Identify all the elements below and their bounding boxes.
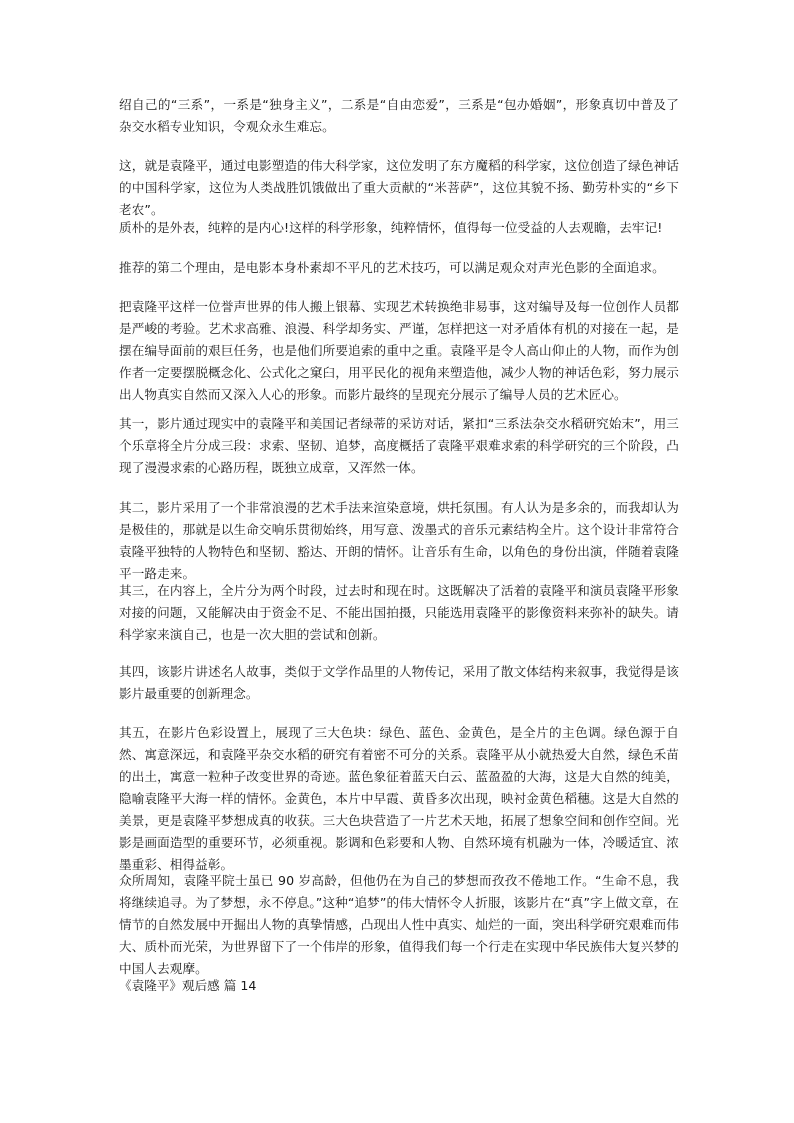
paragraph-6: 其一，影片通过现实中的袁隆平和美国记者绿蒂的采访对话，紧扣“三系法杂交水稻研究始末”，用三个乐章将全片分成三段：求索、坚韧、追梦，高度概括了袁隆平艰难求索的科学研究的三个阶段，凸现了漫漫求索的心路历程，既独立成章，又浑然一体。: [119, 416, 679, 475]
section-title: 《袁隆平》观后感 篇 14: [119, 978, 257, 993]
paragraph-5: 把袁隆平这样一位誉声世界的伟人搬上银幕、实现艺术转换绝非易事，这对编导及每一位创作人员都是严峻的考验。艺术求高雅、浪漫、科学却务实、严谨，怎样把这一对矛盾体有机的对接在一起，是摆在编导面前的艰巨任务，也是他们所要追索的重中之重。袁隆平是令人高山仰止的人物，而作为创作者一定要摆脱概念化、公式化之窠臼，用平民化的视角来塑造他，减少人物的神话色彩，努力展示出人物真实自然而又深入人心的形象。而影片最终的呈现充分展示了编导人员的艺术匠心。: [119, 299, 679, 402]
paragraph-2: 这，就是袁隆平，通过电影塑造的伟大科学家，这位发明了东方魔稻的科学家，这位创造了绿色神话的中国科学家，这位为人类战胜饥饿做出了重大贡献的“米菩萨”，这位其貌不扬、勤劳朴实的“乡下老农”。: [119, 158, 679, 217]
paragraph-10: 其五，在影片色彩设置上，展现了三大色块：绿色、蓝色、金黄色，是全片的主色调。绿色源于自然、寓意深远，和袁隆平杂交水稻的研究有着密不可分的关系。袁隆平从小就热爱大自然，绿色禾苗的出土，寓意一粒种子改变世界的奇迹。蓝色象征着蓝天白云、蓝盈盈的大海，这是大自然的纯美，隐喻袁隆平大海一样的情怀。金黄色，本片中早霞、黄昏多次出现，映衬金黄色稻穗。这是大自然的美景，更是袁隆平梦想成真的收获。三大色块营造了一片艺术天地，拓展了想象空间和创作空间。光影是画面造型的重要环节，必须重视。影调和色彩要和人物、自然环境有机融为一体，冷暖适宜、浓墨重彩、相得益彰。: [119, 725, 679, 872]
paragraph-4: 推荐的第二个理由，是电影本身朴素却不平凡的艺术技巧，可以满足观众对声光色影的全面追求。: [119, 260, 665, 275]
paragraph-9: 其四，该影片讲述名人故事，类似于文学作品里的人物传记，采用了散文体结构来叙事，我觉得是该影片最重要的创新理念。: [119, 664, 679, 701]
paragraph-8: 其三，在内容上，全片分为两个时段，过去时和现在时。这既解决了活着的袁隆平和演员袁隆平形象对接的问题，又能解决由于资金不足、不能出国拍摄，只能选用袁隆平的影像资料来弥补的缺失。请科学家来演自己，也是一次大胆的尝试和创新。: [119, 583, 679, 642]
paragraph-1: 绍自己的“三系”，一系是“独身主义”，二系是“自由恋爱”，三系是“包办婚姻”，形象真切中普及了杂交水稻专业知识，令观众永生难忘。: [119, 97, 679, 134]
paragraph-3: 质朴的是外表，纯粹的是内心!这样的科学形象，纯粹情怀，值得每一位受益的人去观瞻，去牢记!: [119, 220, 663, 235]
paragraph-11: 众所周知，袁隆平院士虽已 90 岁高龄，但他仍在为自己的梦想而孜孜不倦地工作。“生命不息，我将继续追寻。为了梦想，永不停息。”这种“追梦”的伟大情怀令人折服，该影片在“真”字上做文章，在情节的自然发展中开掘出人物的真挚情感，凸现出人性中真实、灿烂的一面，突出科学研究艰难而伟大、质朴而光荣，为世界留下了一个伟岸的形象，值得我们每一个行走在实现中华民族伟大复兴梦的中国人去观摩。: [119, 873, 679, 976]
paragraph-7: 其二，影片采用了一个非常浪漫的艺术手法来渲染意境，烘托氛围。有人认为是多余的，而我却认为是极佳的，那就是以生命交响乐贯彻始终，用写意、泼墨式的音乐元素结构全片。这个设计非常符合袁隆平独特的人物特色和坚韧、豁达、开朗的情怀。让音乐有生命，以角色的身份出演，伴随着袁隆平一路走来。: [119, 500, 679, 581]
